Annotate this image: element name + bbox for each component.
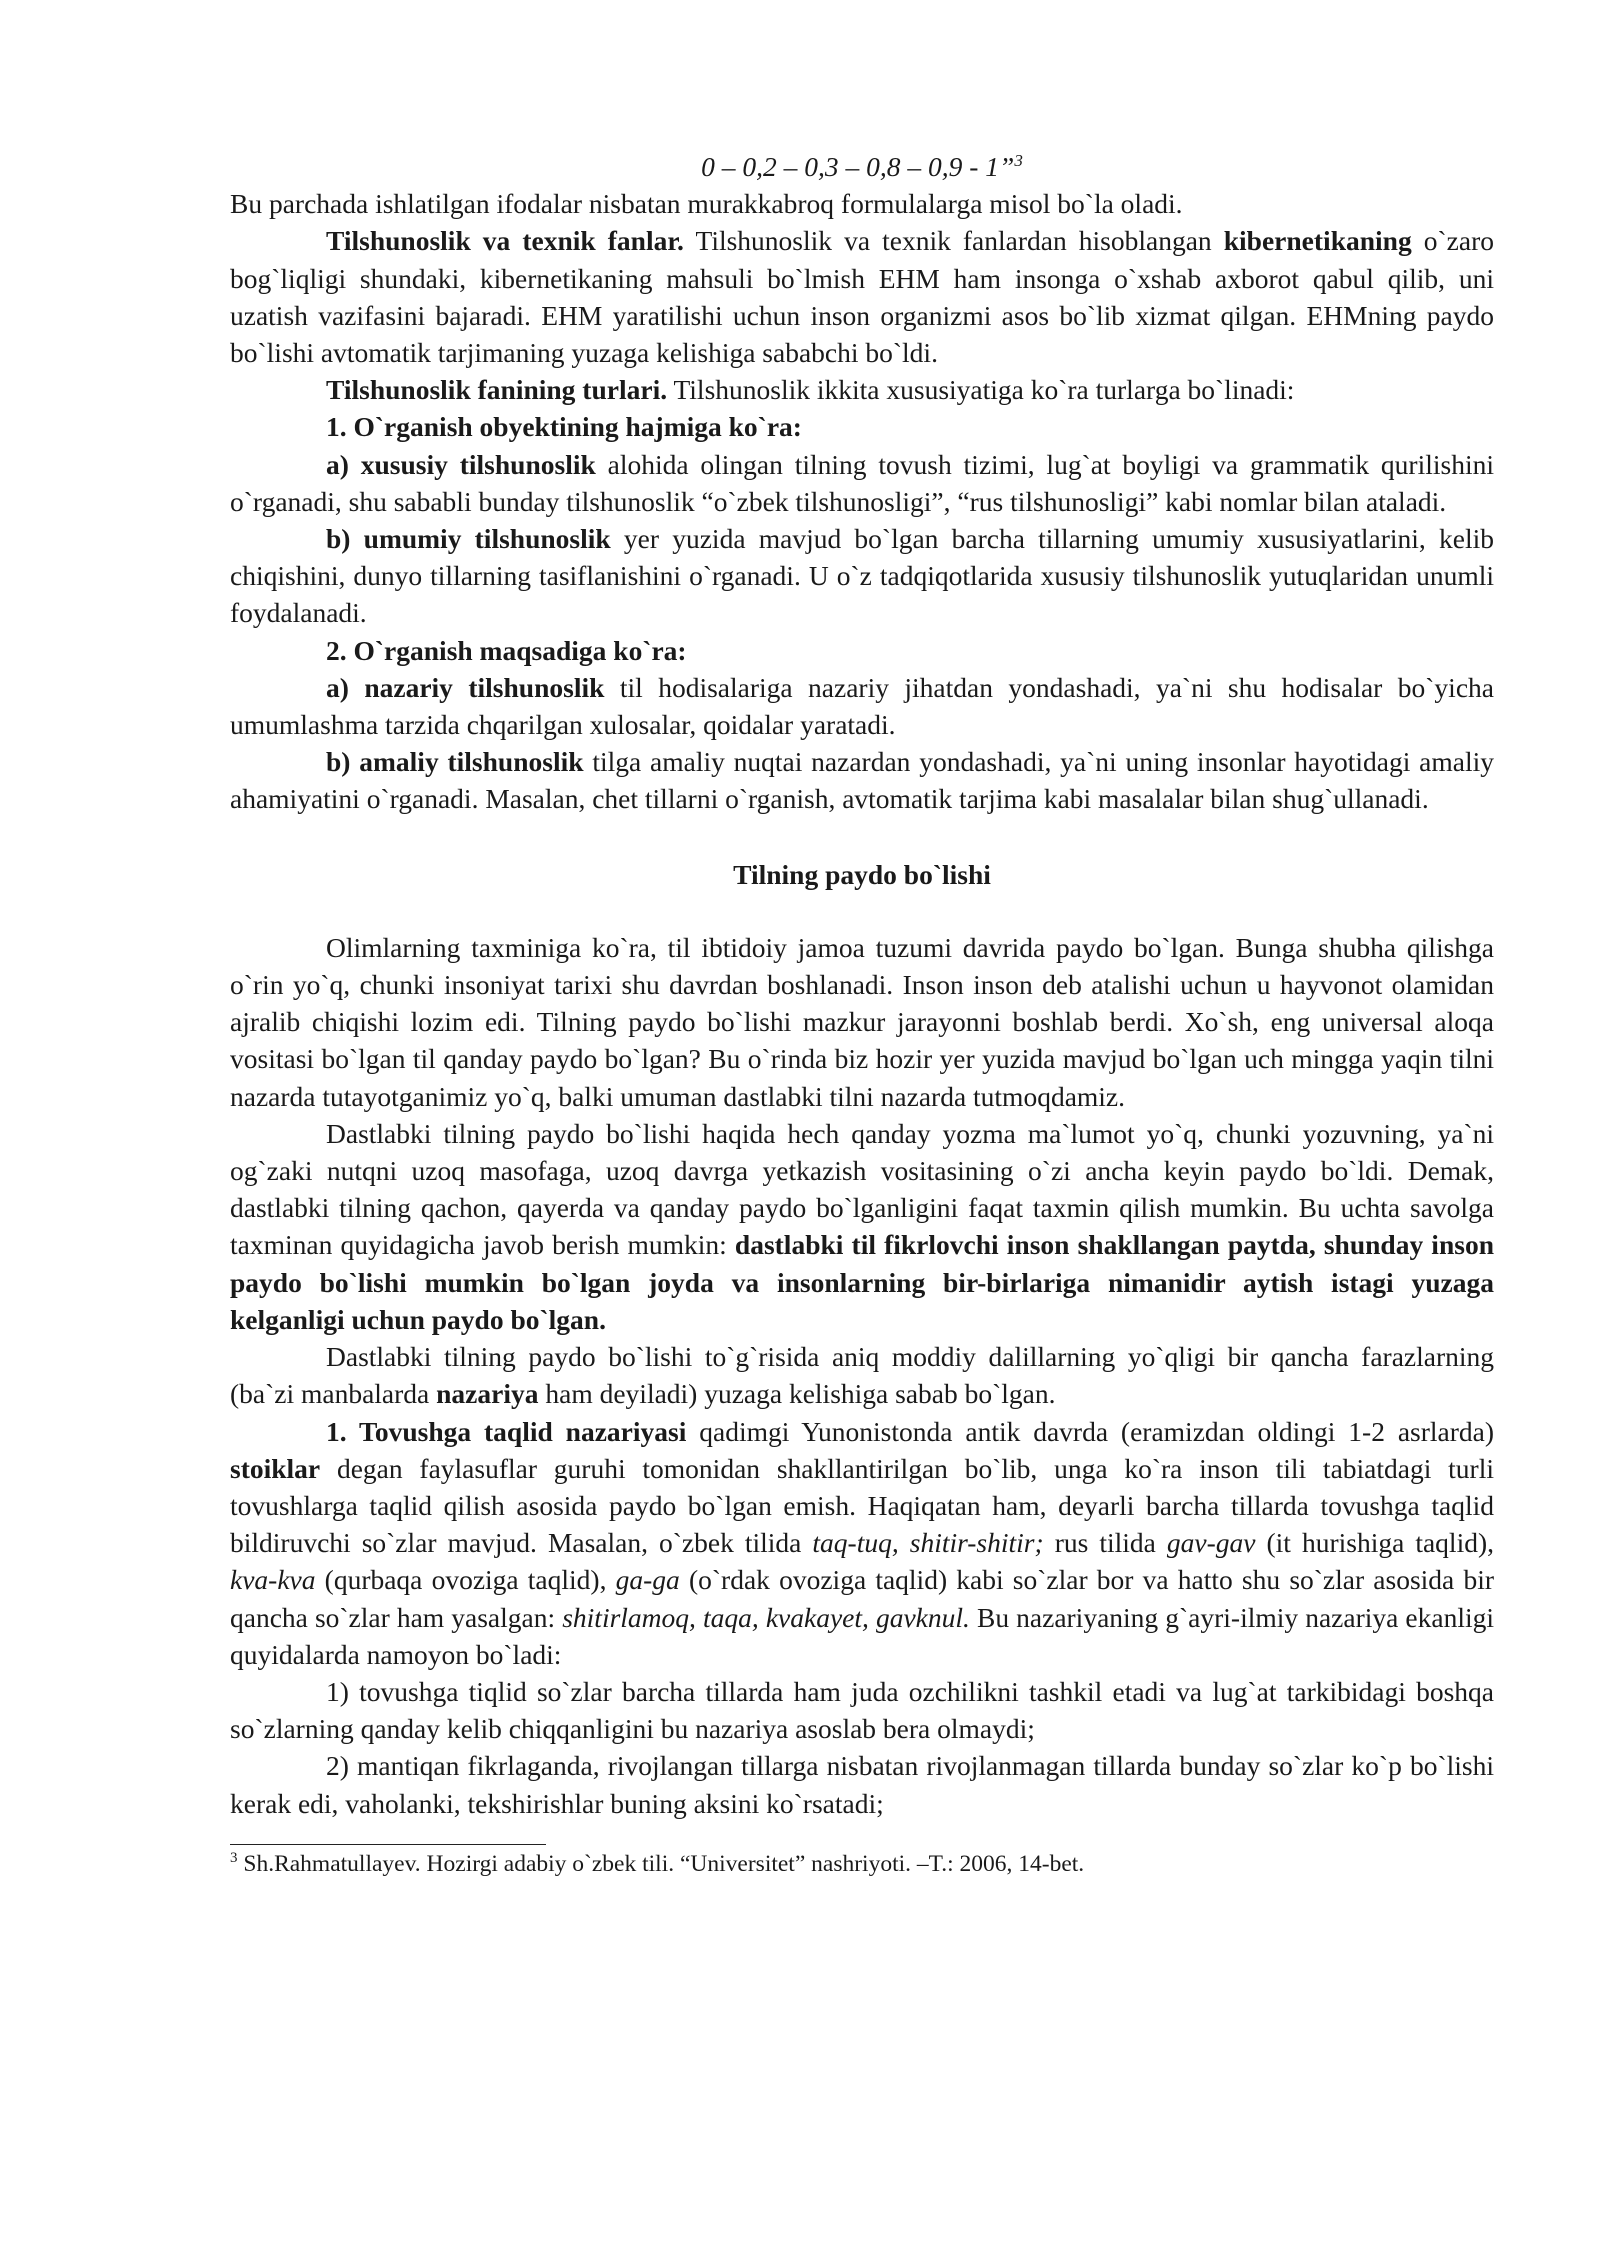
paragraph-text: Dastlabki tilning paydo bo`lishi to`g`risida aniq moddiy dalillarning yo`qligi bir qancha farazlarning (ba`zi manbalarda <box>230 1341 1494 1410</box>
italic-example: shitirlamoq, taqa, kvakayet, gavknul. <box>562 1601 970 1633</box>
paragraph-text: Bu nazariyaning g`ayri-ilmiy nazariya ekanligi quyidalarda namoyon bo`ladi: <box>230 1601 1494 1670</box>
bold-term: nazariya <box>436 1378 539 1410</box>
bold-term: Tilshunoslik va texnik fanlar. <box>326 225 684 257</box>
paragraph <box>230 669 1494 743</box>
italic-example: gav-gav <box>1166 1527 1256 1559</box>
paragraph <box>230 185 1494 222</box>
bold-term: b) amaliy tilshunoslik <box>326 746 584 778</box>
paragraph-text: rus tilida <box>1043 1527 1167 1559</box>
footnote-divider <box>230 1844 546 1845</box>
paragraph-text: Bu parchada ishlatilgan ifodalar nisbatan murakkabroq formulalarga misol bo`la oladi. <box>230 188 1183 220</box>
bold-term: Tilshunoslik fanining turlari. <box>326 374 668 406</box>
bold-term: a) xususiy tilshunoslik <box>326 448 596 480</box>
subheading-text: 2. O`rganish maqsadiga ko`ra: <box>326 634 687 666</box>
bold-statement: dastlabki til fikrlovchi inson shakllangan paytda, shunday inson paydo bo`lishi mumkin bo`lgan joyda va insonlarning bir-birlariga nimanidir aytish istagi yuzaga kelganligi uchun paydo bo`lgan. <box>230 1229 1494 1335</box>
paragraph-text: degan faylasuflar guruhi tomonidan shakllantirilgan bo`lib, unga ko`ra inson tili tabiatdagi turli tovushlarga taqlid qilish asosida paydo bo`lgan emish. Haqiqatan ham, deyarli barcha tillarda tovushga taqlid bildiruvchi so`zlar mavjud. Masalan, o`zbek tilida <box>230 1452 1494 1559</box>
paragraph-text: Tilshunoslik ikkita xususiyatiga ko`ra turlarga bo`linadi: <box>667 374 1295 406</box>
formula-text: 0 – 0,2 – 0,3 – 0,8 – 0,9 - 1” <box>701 151 1015 182</box>
footnote-number: 3 <box>230 1849 238 1866</box>
formula-line <box>230 148 1494 185</box>
bold-term: b) umumiy tilshunoslik <box>326 523 611 555</box>
list-item <box>230 1673 1494 1747</box>
paragraph-text: til hodisalariga nazariy jihatdan yondashadi, ya`ni shu hodisalar bo`yicha umumlashma tarzida chqarilgan xulosalar, qoidalar yaratadi. <box>230 671 1494 741</box>
footnote-text: Sh.Rahmatullayev. Hozirgi adabiy o`zbek tili. “Universitet” nashriyoti. –T.: 2006, 14-bet. <box>237 1850 1085 1877</box>
spacer <box>230 818 1494 856</box>
italic-example: taq-tuq, shitir-shitir; <box>812 1527 1044 1559</box>
spacer <box>230 893 1494 929</box>
italic-example: kva-kva <box>230 1564 316 1596</box>
list-item-text: 2) mantiqan fikrlaganda, rivojlangan tillarga nisbatan rivojlanmagan tillarda bunday so`zlar ko`p bo`lishi kerak edi, vaholanki, tekshirishlar buning aksini ko`rsatadi; <box>230 1750 1494 1819</box>
paragraph-text: Dastlabki tilning paydo bo`lishi haqida hech qanday yozma ma`lumot yo`q, chunki yozuvning, ya`ni og`zaki nutqni uzoq masofaga, uzoq davrga yetkazish vositasining o`zi ancha keyin paydo bo`ldi. Demak, dastlabki tilning qachon, qayerda va qanday paydo bo`lganligini faqat taxmin qilish mumkin. Bu uchta savolga taxminan quyidagicha javob berish mumkin: <box>230 1117 1494 1261</box>
paragraph <box>230 743 1494 817</box>
list-item <box>230 1747 1494 1821</box>
bold-term: 1. Tovushga taqlid nazariyasi <box>326 1415 687 1447</box>
subheading-text: 1. O`rganish obyektining hajmiga ko`ra: <box>326 411 802 443</box>
paragraph-text: Olimlarning taxminiga ko`ra, til ibtidoiy jamoa tuzumi davrida paydo bo`lgan. Bunga shubha qilishga o`rin yo`q, chunki insoniyat tarixi shu davrdan boshlanadi. Inson inson deb atalishi uchun u hayvonot olamidan ajralib chiqishi lozim edi. Tilning paydo bo`lishi mazkur jarayonni boshlab berdi. Xo`sh, eng universal aloqa vositasi bo`lgan til qanday paydo bo`lgan? Bu o`rinda biz hozir yer yuzida mavjud bo`lgan uch mingga yaqin tilni nazarda tutayotganimiz yo`q, balki umuman dastlabki tilni nazarda tutmoqdamiz. <box>230 931 1494 1112</box>
section-heading: Tilning paydo bo`lishi <box>733 858 991 890</box>
footnote-ref[interactable]: 3 <box>1014 150 1023 170</box>
footnote <box>230 1849 1494 1879</box>
paragraph <box>230 1115 1494 1338</box>
list-item-text: 1) tovushga tiqlid so`zlar barcha tillarda ham juda ozchilikni tashkil etadi va lug`at tarkibidagi boshqa so`zlarning qanday kelib chiqqanligini bu nazariya asoslab bera olmaydi; <box>230 1675 1494 1745</box>
document-page <box>230 148 1494 1879</box>
bold-term: kibernetikaning <box>1223 225 1412 257</box>
paragraph-text: ham deyiladi) yuzaga kelishiga sabab bo`lgan. <box>538 1378 1056 1410</box>
bold-term: stoiklar <box>230 1452 321 1484</box>
paragraph-text: alohida olingan tilning tovush tizimi, lug`at boyligi va grammatik qurilishini o`rganadi, shu sababli bunday tilshunoslik “o`zbek tilshunosligi”, “rus tilshunosligi” kabi nomlar bilan ataladi. <box>230 448 1494 517</box>
paragraph <box>230 1413 1494 1673</box>
paragraph-text: yer yuzida mavjud bo`lgan barcha tillarning umumiy xususiyatlarini, kelib chiqishini, dunyo tillarning tasiflanishini o`rganadi. U o`z tadqiqotlarida xususiy tilshunoslik yutuqlaridan unumli foydalanadi. <box>230 523 1494 629</box>
subheading <box>230 632 1494 669</box>
paragraph-text: (qurbaqa ovoziga taqlid), <box>315 1564 616 1596</box>
paragraph-text: (o`rdak ovoziga taqlid) kabi so`zlar bor va hatto shu so`zlar asosida bir qancha so`zlar ham yasalgan: <box>230 1564 1494 1633</box>
subheading <box>230 408 1494 445</box>
paragraph-text: (it hurishiga taqlid), <box>1255 1527 1494 1559</box>
paragraph <box>230 520 1494 632</box>
paragraph-text: qadimgi Yunonistonda antik davrda (eramizdan oldingi 1-2 asrlarda) <box>686 1415 1495 1447</box>
paragraph <box>230 446 1494 520</box>
paragraph <box>230 222 1494 371</box>
paragraph-text: o`zaro bog`liqligi shundaki, kibernetikaning mahsuli bo`lmish EHM ham insonga o`xshab axborot qabul qilib, uni uzatish vazifasini bajaradi. EHM yaratilishi uchun inson organizmi asos bo`lib xizmat qilgan. EHMning paydo bo`lishi avtomatik tarjimaning yuzaga kelishiga sababchi bo`ldi. <box>230 225 1495 369</box>
paragraph <box>230 1338 1494 1412</box>
italic-example: ga-ga <box>615 1564 680 1596</box>
paragraph <box>230 371 1494 408</box>
paragraph <box>230 929 1494 1115</box>
paragraph-text: Tilshunoslik va texnik fanlardan hisoblangan <box>683 225 1224 257</box>
paragraph-text: tilga amaliy nuqtai nazardan yondashadi, ya`ni uning insonlar hayotidagi amaliy ahamiyatini o`rganadi. Masalan, chet tillarni o`rganish, avtomatik tarjima kabi masalalar bilan shug`ullanadi. <box>230 746 1494 815</box>
bold-term: a) nazariy tilshunoslik <box>326 671 605 703</box>
